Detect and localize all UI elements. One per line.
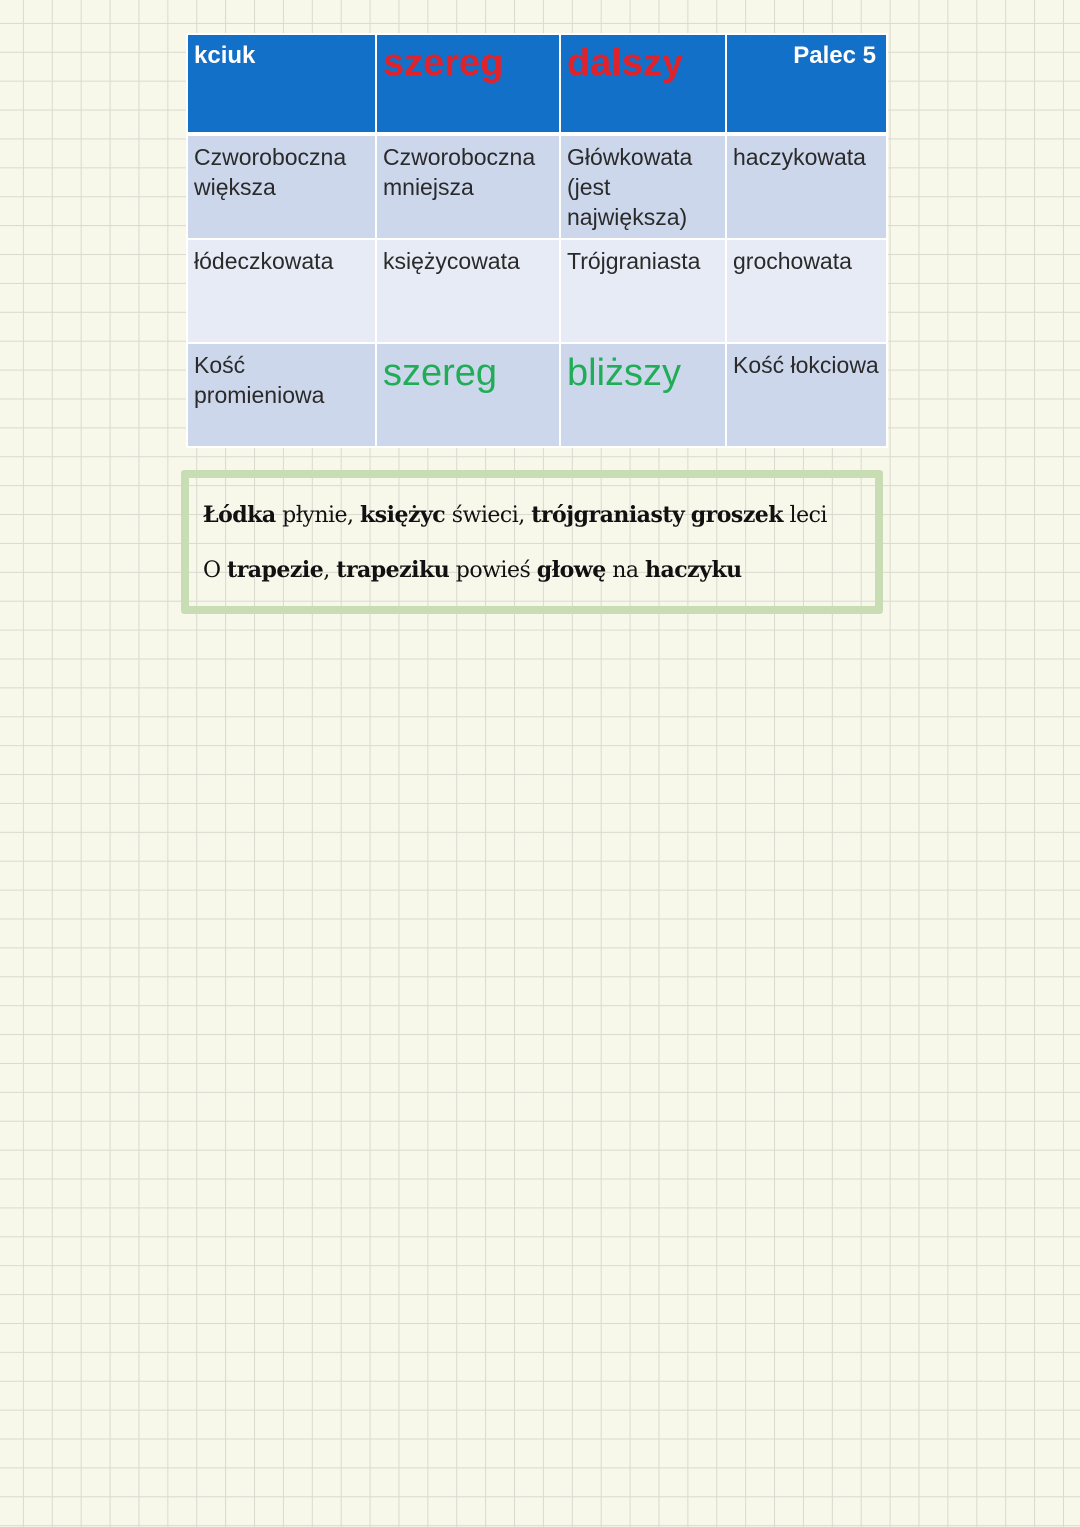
table-cell: Główkowata (jest największa): [560, 134, 726, 239]
mnemonic-line-1: [203, 502, 827, 528]
table-cell: księżycowata: [376, 239, 560, 343]
header-label: kciuk: [194, 42, 256, 69]
mnemonic-text: na: [605, 558, 646, 583]
mnemonic-line-2: [203, 557, 742, 583]
mnemonic-keyword: groszek: [690, 502, 784, 528]
header-cell-row: [376, 34, 560, 134]
mnemonic-text: powieś: [449, 558, 537, 583]
header-label: szereg: [383, 42, 504, 84]
table-cell: Czworoboczna większa: [187, 134, 376, 239]
mnemonic-text: świeci,: [445, 503, 532, 528]
mnemonic-keyword: haczyku: [645, 557, 742, 583]
table-cell: haczykowata: [726, 134, 887, 239]
table-row: [187, 343, 887, 447]
header-cell-thumb: [187, 34, 376, 134]
table-cell: łódeczkowata: [187, 239, 376, 343]
table-cell: [560, 343, 726, 447]
table-cell: Trójgraniasta: [560, 239, 726, 343]
table-cell: grochowata: [726, 239, 887, 343]
header-label: Palec 5: [793, 42, 876, 69]
table-header-row: [187, 34, 887, 134]
header-cell-distal: [560, 34, 726, 134]
mnemonic-text: ,: [323, 558, 337, 583]
mnemonic-keyword: księżyc: [360, 502, 446, 528]
wrist-bones-table: [186, 33, 888, 448]
table-row: [187, 134, 887, 239]
green-label: bliższy: [567, 352, 682, 394]
header-cell-finger5: [726, 34, 887, 134]
mnemonic-text: leci: [783, 503, 827, 528]
table-cell: Kość łokciowa: [726, 343, 887, 447]
mnemonic-keyword: głowę: [536, 557, 606, 583]
table-cell: Kość promieniowa: [187, 343, 376, 447]
table-cell: Czworoboczna mniejsza: [376, 134, 560, 239]
table-row: [187, 239, 887, 343]
mnemonic-keyword: trapeziku: [336, 557, 450, 583]
mnemonic-box: [181, 470, 883, 614]
mnemonic-keyword: trapezie: [227, 557, 324, 583]
green-label: szereg: [383, 352, 498, 394]
table-cell: [376, 343, 560, 447]
mnemonic-text: płynie,: [275, 503, 361, 528]
mnemonic-keyword: Łódka: [203, 502, 276, 528]
mnemonic-keyword: trójgraniasty: [531, 502, 685, 528]
mnemonic-text: O: [203, 558, 228, 583]
header-label: dalszy: [567, 42, 684, 84]
